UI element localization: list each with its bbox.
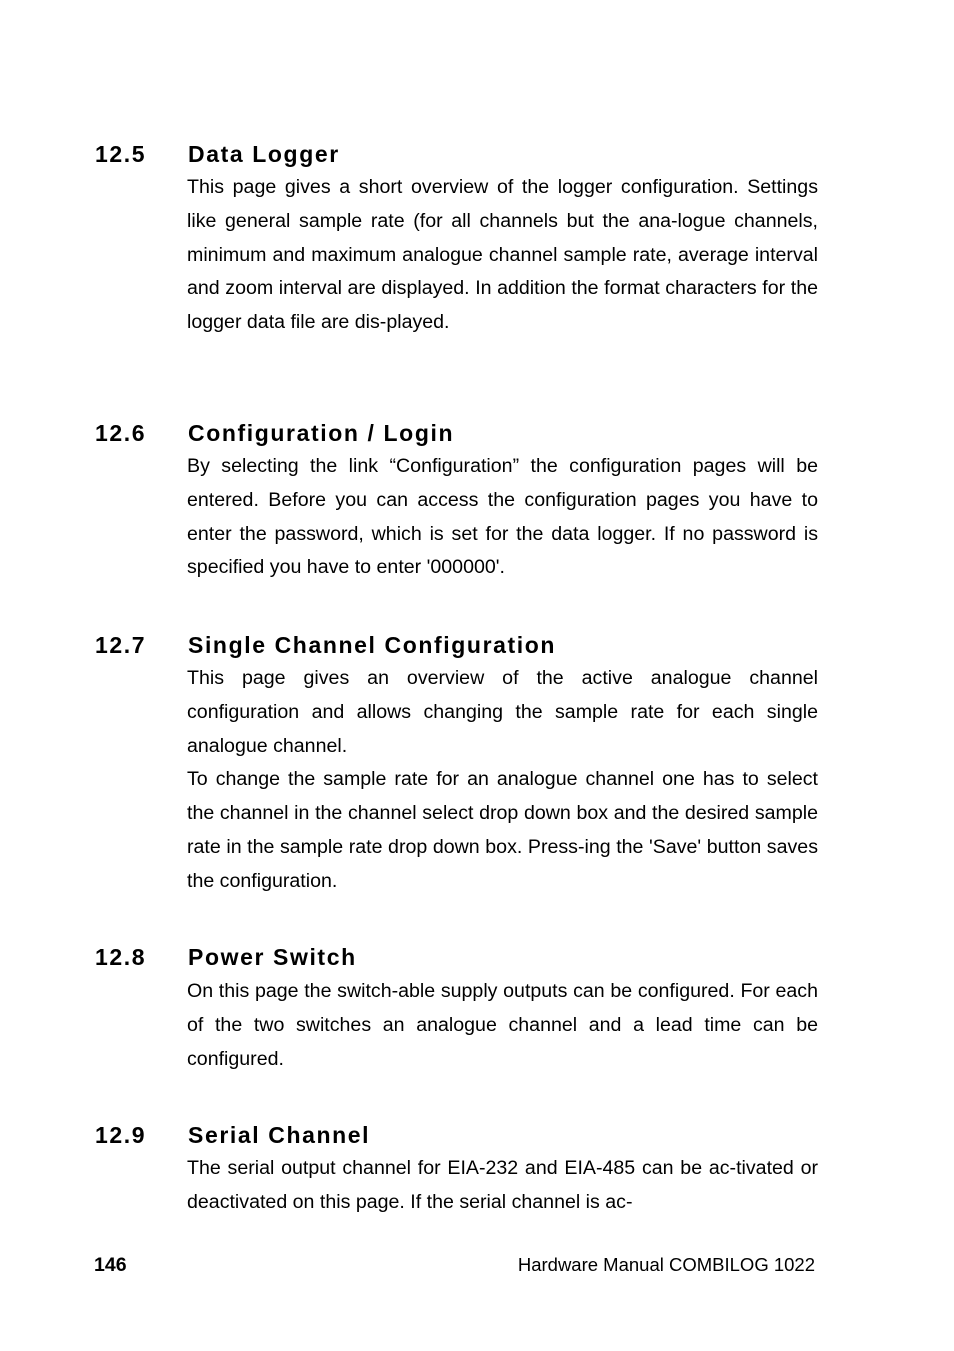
paragraph: By selecting the link “Configuration” the configuration pages will be entered. Before you can access the configuration pages you have to enter the password, which is set for the data logger. If no password is specified you have to enter '000000'. [187, 455, 818, 579]
paragraph: The serial output channel for EIA-232 and EIA-485 can be ac-tivated or deactivated on this page. If the serial channel is ac- [187, 1157, 818, 1213]
footer-document-title: Hardware Manual COMBILOG 1022 [517, 1254, 815, 1275]
section-heading [0, 630, 954, 660]
section-body [187, 662, 818, 899]
paragraph: To change the sample rate for an analogue channel one has to select the channel in the channel select drop down box and the desired sample rate in the sample rate drop down box. Press-ing the 'Save' button saves the configuration. [187, 768, 818, 892]
section-title: Data Logger [188, 141, 340, 167]
section-number: 12.8 [95, 944, 147, 970]
section-body [187, 1152, 818, 1220]
section-body [187, 450, 818, 585]
section-title: Single Channel Configuration [188, 632, 557, 658]
section-title: Serial Channel [188, 1122, 371, 1148]
section-number: 12.7 [95, 632, 147, 658]
paragraph: This page gives a short overview of the logger configuration. Settings like general sample rate (for all channels but the ana-logue channels, minimum and maximum analogue channel sample rate, average interval and zoom interval are displayed. In addition the format characters for the logger data file are dis-played. [187, 176, 818, 334]
section-heading [0, 942, 954, 972]
section-12-8 [0, 942, 954, 1070]
section-title: Power Switch [188, 944, 357, 970]
section-number: 12.5 [95, 141, 147, 167]
page-number: 146 [94, 1254, 127, 1276]
paragraph: On this page the switch-able supply outputs can be configured. For each of the two switches an analogue channel and a lead time can be configured. [187, 980, 818, 1070]
section-body [187, 975, 818, 1076]
section-heading [0, 418, 954, 448]
paragraph: This page gives an overview of the active analogue channel configuration and allows changing the sample rate for each single analogue channel. [187, 667, 818, 757]
section-12-9 [0, 1120, 954, 1213]
section-title: Configuration / Login [188, 420, 455, 446]
section-number: 12.9 [95, 1122, 147, 1148]
section-12-5 [0, 139, 954, 334]
section-heading [0, 1120, 954, 1150]
section-12-7 [0, 630, 954, 892]
section-body [187, 171, 818, 340]
section-number: 12.6 [95, 420, 147, 446]
section-12-6 [0, 418, 954, 579]
section-heading [0, 139, 954, 169]
